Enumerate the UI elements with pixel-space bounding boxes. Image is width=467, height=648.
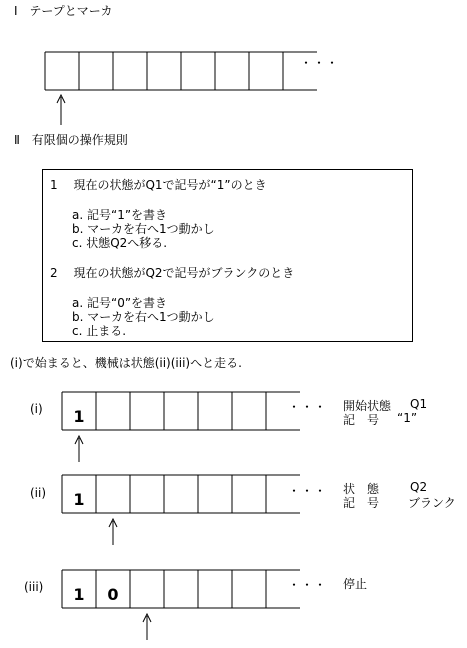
state-iii-cell-1: 1: [73, 585, 85, 604]
rule-2-step-c: c. 止まる.: [72, 324, 127, 338]
rule-1-condition-line: [50, 176, 267, 193]
rule-2-number: 2: [50, 266, 58, 280]
section1-numeral: Ⅰ: [14, 4, 18, 18]
state-i-info-value-1: Q1: [410, 397, 428, 411]
section2-title: 有限個の操作規則: [31, 133, 128, 147]
state-i-info-key-2: 記号: [343, 413, 392, 427]
state-ii-info-key-1: 状態: [343, 482, 392, 496]
state-i-cell-1: 1: [73, 407, 85, 426]
state-ii-tape: [62, 475, 300, 545]
rule-1-step-b: b. マーカを右へ1つ動かし: [72, 222, 215, 236]
rule-1-step-c: c. 状態Q2へ移る.: [72, 236, 168, 250]
state-iii-cell-2: 0: [107, 585, 119, 604]
state-i-ellipsis: ・・・: [288, 400, 328, 414]
state-iii-ellipsis: ・・・: [288, 578, 328, 592]
state-i-info-value-2: “1”: [397, 411, 418, 425]
state-i-tape: [62, 392, 300, 462]
main-tape: [45, 52, 317, 90]
state-iii-label: (iii): [24, 580, 44, 594]
rule-2-step-b: b. マーカを右へ1つ動かし: [72, 310, 215, 324]
main-tape-ellipsis: ・・・: [300, 56, 340, 70]
section2-heading: [14, 131, 128, 148]
rule-2-step-a: a. 記号“0”を書き: [72, 296, 168, 310]
rule-1-step-a: a. 記号“1”を書き: [72, 208, 168, 222]
state-ii-info-value-1: Q2: [410, 480, 428, 494]
state-iii-tape: [62, 570, 300, 640]
state-ii-info-key-2: 記号: [343, 496, 392, 510]
state-ii-label: (ii): [30, 486, 47, 500]
rule-2-condition-line: [50, 264, 294, 281]
state-i-label: (i): [30, 402, 43, 416]
section1-title: テープとマーカ: [29, 4, 113, 18]
state-iii-info: 停止: [343, 577, 368, 591]
state-ii-info-value-2: ブランク: [408, 496, 456, 510]
state-i-info-key-1: 開始状態: [343, 399, 392, 413]
state-ii-ellipsis: ・・・: [288, 484, 328, 498]
main-marker-arrow: [57, 95, 65, 125]
rule-2-condition: 現在の状態がQ2で記号がブランクのとき: [73, 266, 295, 280]
state-ii-cell-1: 1: [73, 490, 85, 509]
rule-1-number: 1: [50, 178, 58, 192]
section2-numeral: Ⅱ: [14, 133, 20, 147]
intro-text: (i)で始まると、機械は状態(ii)(iii)へと走る.: [10, 356, 242, 370]
rule-1-condition: 現在の状態がQ1で記号が“1”のとき: [73, 178, 267, 192]
